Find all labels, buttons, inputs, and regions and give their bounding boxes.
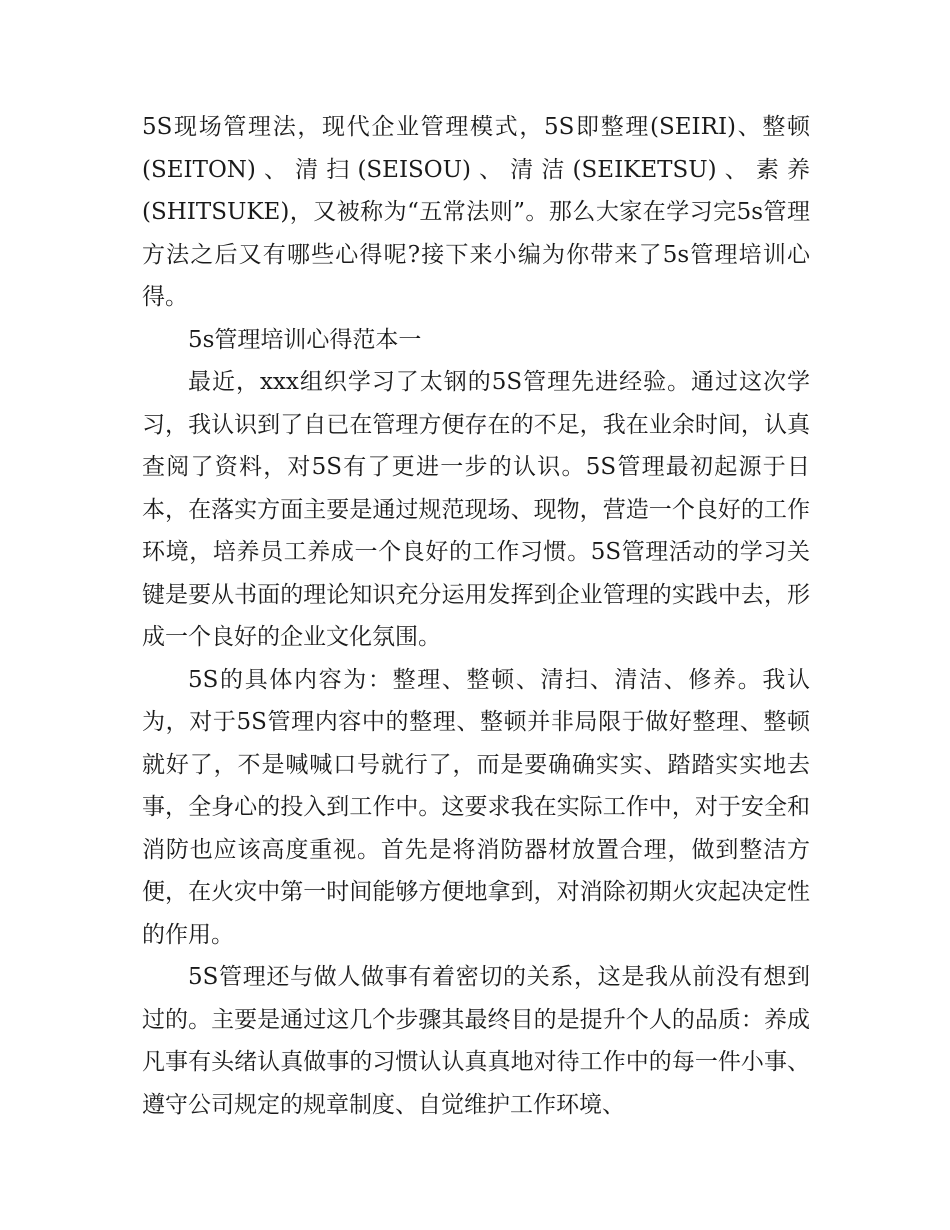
document-body (142, 106, 810, 1126)
intro-paragraph: 5S现场管理法，现代企业管理模式，5S即整理(SEIRI)、整顿(SEITON)、清扫(SEISOU)、清洁(SEIKETSU)、素养(SHITSUKE)，又被称为“五常法则”。那么大家在学习完5s管理方法之后又有哪些心得呢?接下来小编为你带来了5s管理培训心得。 (142, 114, 810, 310)
body-paragraph: 5S管理还与做人做事有着密切的关系，这是我从前没有想到过的。主要是通过这几个步骤其最终目的是提升个人的品质：养成凡事有头绪认真做事的习惯认认真真地对待工作中的每一件小事、遵守公司规定的规章制度、自觉维护工作环境、 (142, 964, 810, 1118)
body-paragraph: 最近，xxx组织学习了太钢的5S管理先进经验。通过这次学习，我认识到了自已在管理方便存在的不足，我在业余时间，认真查阅了资料，对5S有了更进一步的认识。5S管理最初起源于日本，在落实方面主要是通过规范现场、现物，营造一个良好的工作环境，培养员工养成一个良好的工作习惯。5S管理活动的学习关键是要从书面的理论知识充分运用发挥到企业管理的实践中去，形成一个良好的企业文化氛围。 (142, 369, 810, 650)
section-heading: 5s管理培训心得范本一 (188, 326, 422, 353)
body-paragraph: 5S的具体内容为：整理、整顿、清扫、清洁、修养。我认为，对于5S管理内容中的整理、整顿并非局限于做好整理、整顿就好了，不是喊喊口号就行了，而是要确确实实、踏踏实实地去事，全身心的投入到工作中。这要求我在实际工作中，对于安全和消防也应该高度重视。首先是将消防器材放置合理，做到整洁方便，在火灾中第一时间能够方便地拿到，对消除初期火灾起决定性的作用。 (142, 666, 810, 948)
